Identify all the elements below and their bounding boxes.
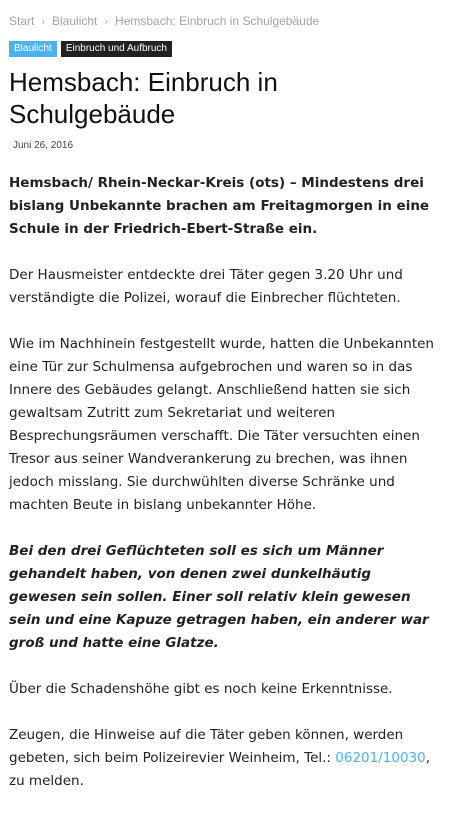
article-paragraph: Der Hausmeister entdeckte drei Täter gegen 3.20 Uhr und verständigte die Polizei, worauf die Einbrecher flüchteten.: [9, 267, 403, 306]
article-date: Juni 26, 2016: [13, 140, 74, 151]
article-lead-paragraph: Hemsbach/ Rhein-Neckar-Kreis (ots) – Mindestens drei bislang Unbekannte brachen am Freitagmorgen in eine Schule in der Friedrich-Ebert-Straße ein.: [9, 175, 430, 237]
breadcrumb-start-link[interactable]: Start: [9, 14, 35, 28]
tag-einbruch-und-aufbruch[interactable]: Einbruch und Aufbruch: [61, 41, 172, 57]
phone-link[interactable]: 06201/10030: [335, 750, 426, 766]
article-paragraph: Wie im Nachhinein festgestellt wurde, hatten die Unbekannten eine Tür zur Schulmensa aufgebrochen und waren so in das Innere des Gebäudes gelangt. Anschließend hatten sie sich gewaltsam Zutritt zum Sekretariat und weiteren Besprechungsräumen verschafft. Die Täter versuchten einen Tresor aus seiner Wandverankerung zu brechen, was ihnen jedoch misslang. Sie durchwühlten diverse Schränke und machten Beute in bislang unbekannter Höhe.: [9, 336, 434, 513]
witness-appeal-text-end: , zu melden.: [9, 750, 431, 789]
breadcrumb-separator: ›: [41, 16, 46, 28]
witness-appeal-paragraph: [9, 724, 441, 793]
witness-appeal-text: Zeugen, die Hinweise auf die Täter geben können, werden gebeten, sich beim Polizeirevier Weinheim, Tel.:: [9, 727, 404, 766]
breadcrumb-separator: ›: [104, 16, 109, 28]
breadcrumb-blaulicht-link[interactable]: Blaulicht: [52, 14, 98, 28]
article-paragraph: Über die Schadenshöhe gibt es noch keine Erkenntnisse.: [9, 681, 393, 697]
breadcrumb: [9, 14, 319, 28]
article-body: [9, 172, 441, 816]
breadcrumb-current: Hemsbach: Einbruch in Schulgebäude: [115, 14, 320, 28]
suspect-description-paragraph: Bei den drei Geflüchteten soll es sich um Männer gehandelt haben, von denen zwei dunkelhäutig gewesen sein sollen. Einer soll relativ klein gewesen sein und eine Kapuze getragen haben, ein anderer war groß und hatte eine Glatze.: [9, 543, 429, 651]
category-tags: [9, 41, 172, 57]
article-title: Hemsbach: Einbruch in Schulgebäude: [9, 67, 278, 129]
tag-blaulicht[interactable]: Blaulicht: [9, 41, 57, 57]
